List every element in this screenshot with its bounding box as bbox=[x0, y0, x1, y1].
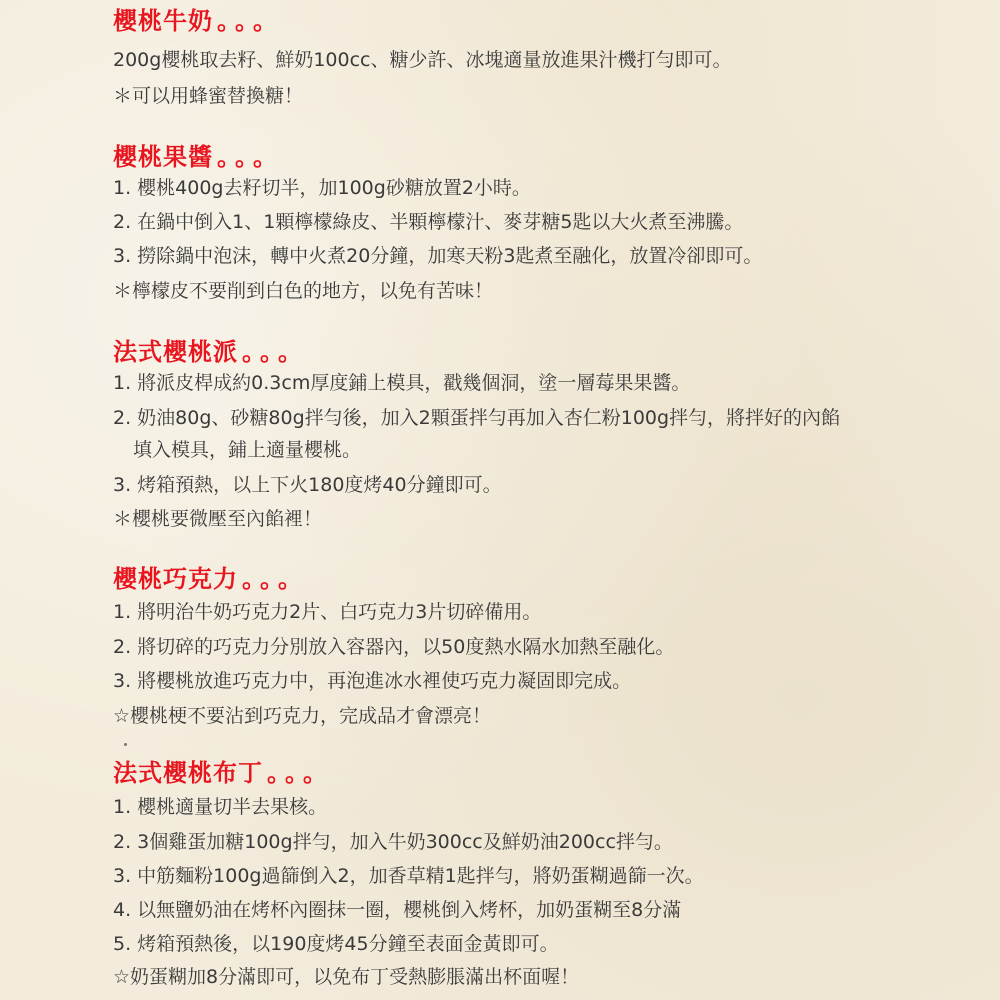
section-title-text: 法式櫻桃布丁 bbox=[113, 759, 263, 787]
section-title-text: 櫻桃果醬 bbox=[113, 143, 213, 171]
recipe-note: ☆奶蛋糊加8分滿即可，以免布丁受熱膨脹滿出杯面喔！ bbox=[113, 966, 580, 988]
recipe-step: 3. 中筋麵粉100g過篩倒入2，加香草精1匙拌勻，將奶蛋糊過篩一次。 bbox=[113, 865, 704, 887]
recipe-step: 5. 烤箱預熱後，以190度烤45分鐘至表面金黃即可。 bbox=[113, 933, 559, 955]
recipe-step: 3. 撈除鍋中泡沫，轉中火煮20分鐘，加寒天粉3匙煮至融化，放置冷卻即可。 bbox=[113, 245, 763, 267]
recipe-step-continued: 填入模具，鋪上適量櫻桃。 bbox=[133, 439, 362, 461]
title-dots: 。。。 bbox=[267, 759, 333, 787]
section-title bbox=[113, 564, 308, 594]
recipe-note: ＊櫻桃要微壓至內餡裡！ bbox=[113, 508, 323, 530]
section-title-text: 法式櫻桃派 bbox=[113, 338, 238, 366]
section-title bbox=[113, 6, 283, 36]
recipe-step: 2. 將切碎的巧克力分別放入容器內，以50度熱水隔水加熱至融化。 bbox=[113, 636, 675, 658]
title-dots: 。。。 bbox=[242, 565, 308, 593]
recipe-step: 1. 櫻桃400g去籽切半，加100g砂糖放置2小時。 bbox=[113, 177, 531, 199]
title-dots: 。。。 bbox=[217, 143, 283, 171]
recipe-step: 4. 以無鹽奶油在烤杯內圈抹一圈，櫻桃倒入烤杯，加奶蛋糊至8分滿 bbox=[113, 899, 682, 921]
section-title-text: 櫻桃牛奶 bbox=[113, 7, 213, 35]
title-dots: 。。。 bbox=[242, 338, 308, 366]
recipe-step: 1. 將派皮桿成約0.3cm厚度鋪上模具，戳幾個洞，塗一層莓果果醬。 bbox=[113, 372, 691, 394]
recipe-step: 1. 櫻桃適量切半去果核。 bbox=[113, 796, 328, 818]
stray-dot bbox=[124, 743, 127, 746]
recipe-step: 3. 將櫻桃放進巧克力中，再泡進冰水裡使巧克力凝固即完成。 bbox=[113, 670, 632, 692]
recipe-line: 200g櫻桃取去籽、鮮奶100cc、糖少許、冰塊適量放進果汁機打勻即可。 bbox=[113, 49, 732, 71]
section-title bbox=[113, 758, 333, 788]
recipe-step: 2. 在鍋中倒入1、1顆檸檬綠皮、半顆檸檬汁、麥芽糖5匙以大火煮至沸騰。 bbox=[113, 211, 744, 233]
recipe-step: 3. 烤箱預熱，以上下火180度烤40分鐘即可。 bbox=[113, 474, 502, 496]
title-dots: 。。。 bbox=[217, 7, 283, 35]
recipe-note: ☆櫻桃梗不要沾到巧克力，完成品才會漂亮！ bbox=[113, 705, 492, 727]
section-title-text: 櫻桃巧克力 bbox=[113, 565, 238, 593]
recipe-note: ＊可以用蜂蜜替換糖！ bbox=[113, 85, 304, 107]
section-title bbox=[113, 142, 283, 172]
recipe-step: 2. 3個雞蛋加糖100g拌勻，加入牛奶300cc及鮮奶油200cc拌勻。 bbox=[113, 831, 673, 853]
recipe-step: 1. 將明治牛奶巧克力2片、白巧克力3片切碎備用。 bbox=[113, 601, 542, 623]
recipe-note: ＊檸檬皮不要削到白色的地方，以免有苦味！ bbox=[113, 280, 494, 302]
section-title bbox=[113, 337, 308, 367]
recipe-step: 2. 奶油80g、砂糖80g拌勻後，加入2顆蛋拌勻再加入杏仁粉100g拌勻，將拌好的內餡 bbox=[113, 407, 841, 429]
